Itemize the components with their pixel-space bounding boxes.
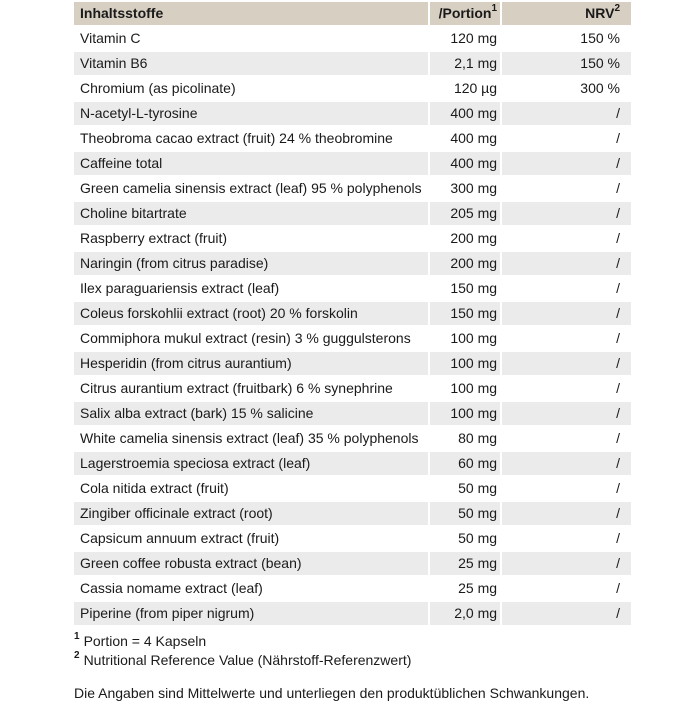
cell-nrv: / [502, 302, 631, 325]
footnote-portion-text: Portion = 4 Kapseln [83, 633, 207, 649]
footnote-nrv [74, 651, 633, 670]
cell-ingredient: Green camelia sinensis extract (leaf) 95 % polyphenols [80, 180, 422, 196]
cell-nrv: / [616, 330, 620, 346]
footnote-portion [74, 632, 633, 651]
column-header-portion-label: /Portion [438, 5, 492, 21]
table-row [74, 177, 631, 200]
cell-nrv: 150 % [502, 52, 631, 75]
table-row [74, 352, 631, 375]
cell-ingredient: Choline bitartrate [74, 202, 428, 225]
cell-amount: 100 mg [430, 402, 501, 425]
cell-ingredient: Salix alba extract (bark) 15 % salicine [74, 402, 428, 425]
cell-nrv: / [502, 352, 631, 375]
cell-ingredient: Cassia nomame extract (leaf) [80, 580, 263, 596]
cell-ingredient: Theobroma cacao extract (fruit) 24 % theobromine [80, 130, 393, 146]
footnote-nrv-marker: 2 [74, 650, 80, 662]
cell-amount: 100 mg [450, 330, 498, 346]
table-row [74, 402, 631, 425]
cell-nrv: / [502, 552, 631, 575]
cell-ingredient: Piperine (from piper nigrum) [74, 602, 428, 625]
cell-nrv: / [616, 280, 620, 296]
cell-ingredient: Zingiber officinale extract (root) [74, 502, 428, 525]
table-row [74, 102, 631, 125]
column-header-ingredients [74, 2, 428, 25]
disclaimer-text: Die Angaben sind Mittelwerte und unterliegen den produktüblichen Schwankungen. [74, 685, 590, 701]
column-header-portion [430, 2, 501, 25]
cell-amount: 25 mg [458, 580, 498, 596]
column-header-nrv-label: NRV [585, 5, 615, 21]
table-row [74, 477, 631, 500]
cell-amount: 150 mg [430, 302, 501, 325]
nutrition-facts-panel [72, 0, 633, 702]
cell-nrv: / [502, 252, 631, 275]
cell-ingredient: Raspberry extract (fruit) [80, 230, 228, 246]
cell-amount: 50 mg [458, 480, 498, 496]
cell-nrv: / [502, 502, 631, 525]
cell-nrv: / [616, 480, 620, 496]
cell-ingredient: Caffeine total [74, 152, 428, 175]
table-row [74, 27, 631, 50]
cell-nrv: / [502, 102, 631, 125]
cell-ingredient: Vitamin C [80, 30, 141, 46]
cell-amount: 2,0 mg [430, 602, 501, 625]
footnote-portion-marker: 1 [74, 631, 80, 643]
cell-amount: 2,1 mg [430, 52, 501, 75]
cell-nrv: / [616, 230, 620, 246]
cell-ingredient: Vitamin B6 [74, 52, 428, 75]
cell-nrv: / [616, 430, 620, 446]
footnotes [74, 632, 633, 670]
cell-ingredient: Naringin (from citrus paradise) [74, 252, 428, 275]
cell-amount: 150 mg [450, 280, 498, 296]
footnote-nrv-text: Nutritional Reference Value (Nährstoff-Referenzwert) [83, 652, 412, 668]
cell-nrv: 300 % [580, 80, 620, 96]
cell-nrv: / [616, 380, 620, 396]
table-row [74, 527, 631, 550]
portion-footnote-marker: 1 [491, 3, 498, 15]
cell-amount: 400 mg [430, 102, 501, 125]
cell-nrv: / [502, 152, 631, 175]
cell-amount: 400 mg [430, 152, 501, 175]
nrv-footnote-marker: 2 [614, 3, 620, 15]
cell-amount: 80 mg [458, 430, 498, 446]
table-row [74, 302, 631, 325]
cell-ingredient: Ilex paraguariensis extract (leaf) [80, 280, 280, 296]
table-row [74, 502, 631, 525]
cell-ingredient: White camelia sinensis extract (leaf) 35 % polyphenols [80, 430, 419, 446]
cell-ingredient: Commiphora mukul extract (resin) 3 % guggulsterons [80, 330, 411, 346]
cell-nrv: / [616, 530, 620, 546]
cell-amount: 300 mg [450, 180, 498, 196]
cell-ingredient: Green coffee robusta extract (bean) [74, 552, 428, 575]
table-row [74, 252, 631, 275]
cell-amount: 400 mg [450, 130, 498, 146]
table-row [74, 52, 631, 75]
table-row [74, 327, 631, 350]
ingredients-tbody [74, 27, 631, 625]
cell-amount: 25 mg [430, 552, 501, 575]
column-header-ingredients-label: Inhaltsstoffe [80, 5, 164, 21]
cell-ingredient: Lagerstroemia speciosa extract (leaf) [74, 452, 428, 475]
cell-amount: 100 mg [450, 380, 498, 396]
table-row [74, 227, 631, 250]
table-row [74, 202, 631, 225]
column-header-nrv [502, 2, 631, 25]
cell-amount: 120 µg [453, 80, 498, 96]
table-row [74, 552, 631, 575]
table-row [74, 577, 631, 600]
table-row [74, 377, 631, 400]
cell-amount: 50 mg [430, 502, 501, 525]
cell-nrv: 150 % [580, 30, 620, 46]
table-row [74, 277, 631, 300]
cell-nrv: / [502, 602, 631, 625]
cell-nrv: / [616, 580, 620, 596]
cell-nrv: / [502, 202, 631, 225]
cell-amount: 60 mg [430, 452, 501, 475]
cell-ingredient: Hesperidin (from citrus aurantium) [74, 352, 428, 375]
table-row [74, 602, 631, 625]
table-header-row [74, 2, 631, 25]
cell-amount: 200 mg [450, 230, 498, 246]
table-row [74, 427, 631, 450]
cell-ingredient: Capsicum annuum extract (fruit) [80, 530, 280, 546]
cell-amount: 100 mg [430, 352, 501, 375]
table-row [74, 152, 631, 175]
cell-nrv: / [502, 452, 631, 475]
cell-ingredient: Citrus aurantium extract (fruitbark) 6 % synephrine [80, 380, 393, 396]
cell-amount: 120 mg [450, 30, 498, 46]
cell-ingredient: Chromium (as picolinate) [80, 80, 236, 96]
cell-amount: 50 mg [458, 530, 498, 546]
cell-nrv: / [502, 402, 631, 425]
cell-amount: 205 mg [430, 202, 501, 225]
table-row [74, 127, 631, 150]
cell-nrv: / [616, 180, 620, 196]
ingredients-table [72, 0, 633, 627]
table-row [74, 452, 631, 475]
table-row [74, 77, 631, 100]
cell-nrv: / [616, 130, 620, 146]
cell-ingredient: N-acetyl-L-tyrosine [74, 102, 428, 125]
cell-amount: 200 mg [430, 252, 501, 275]
cell-ingredient: Cola nitida extract (fruit) [80, 480, 229, 496]
cell-ingredient: Coleus forskohlii extract (root) 20 % forskolin [74, 302, 428, 325]
